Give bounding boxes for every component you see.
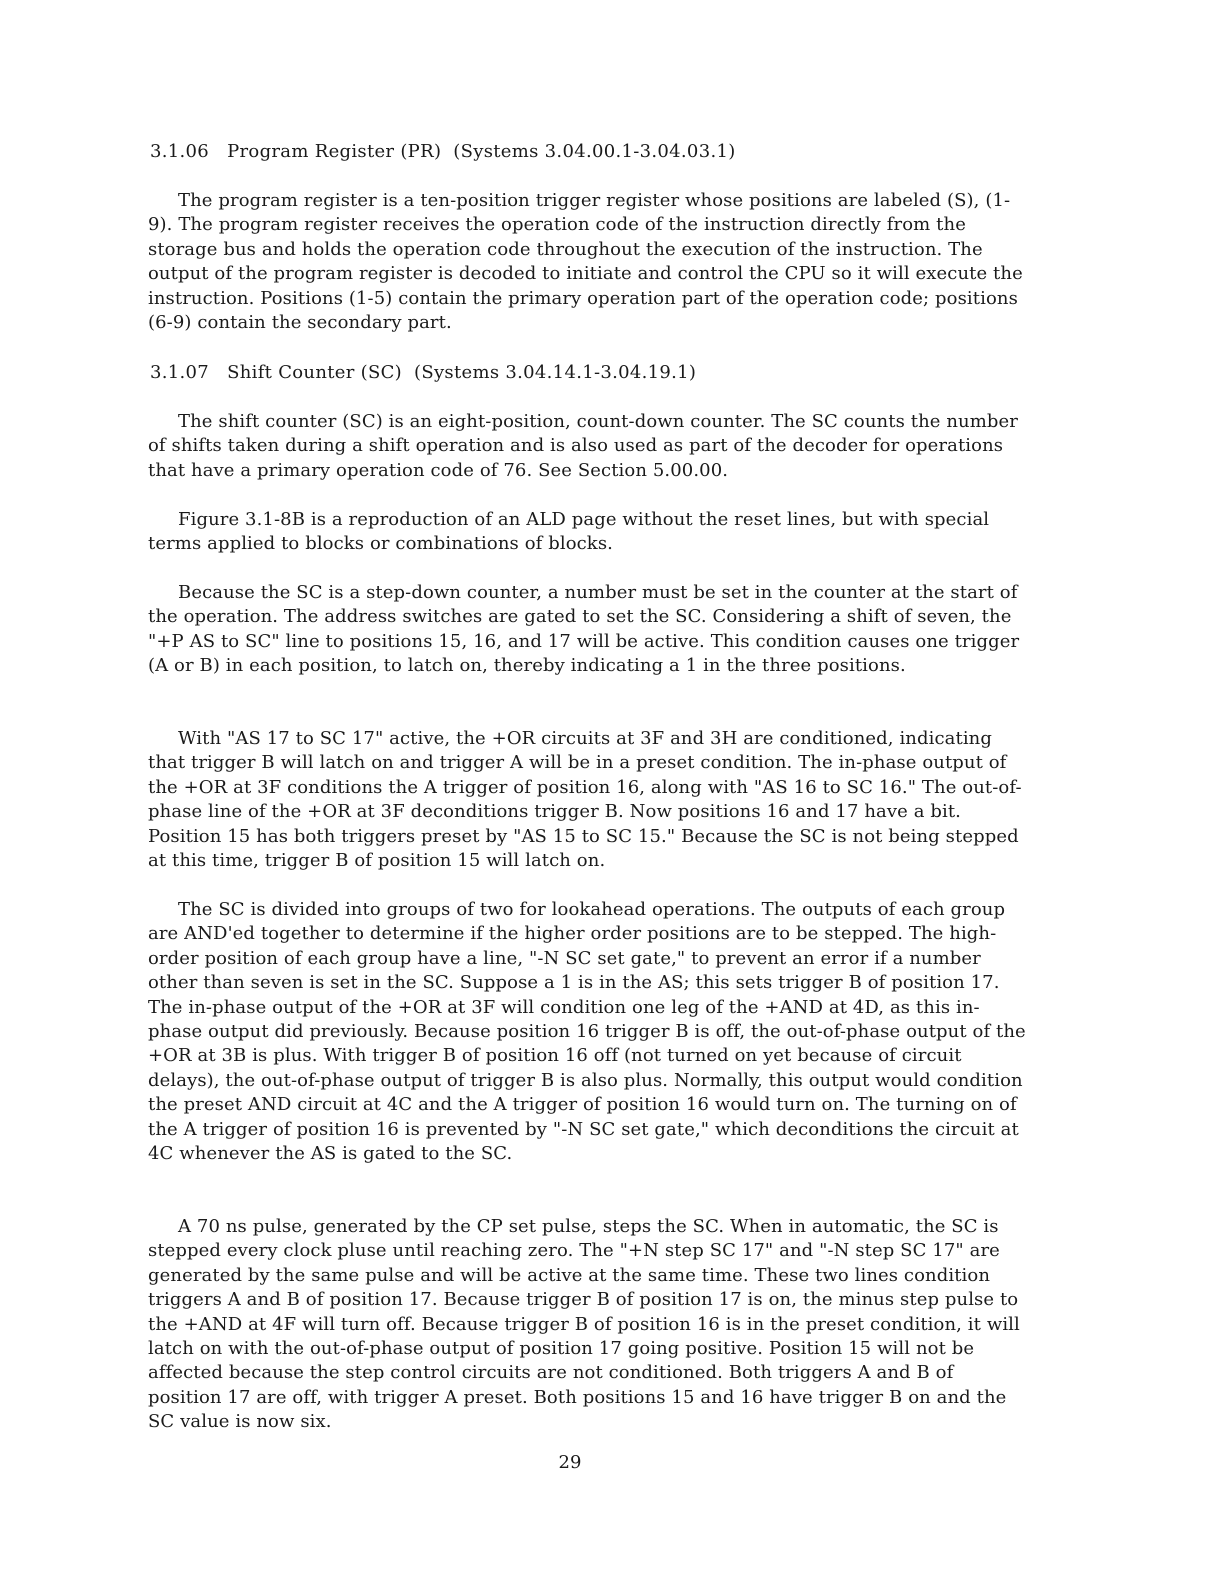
paragraph-figure-reference: Figure 3.1-8B is a reproduction of an ALD page without the reset lines, but with special terms applied to blocks or combinations of blocks. <box>148 509 990 555</box>
paragraph-step-down-counter: Because the SC is a step-down counter, a number must be set in the counter at the start of the operation. The address switches are gated to set the SC. Considering a shift of seven, the "+P AS to SC" line to positions 15, 16, and 17 will be active. This condition causes one trigger (A or B) in each position, to latch on, thereby indicating a 1 in the three positions. <box>148 582 1020 677</box>
section-heading-program-register: 3.1.06 Program Register (PR) (Systems 3.04.00.1-3.04.03.1) <box>150 141 736 162</box>
paragraph-lookahead-groups: The SC is divided into groups of two for lookahead operations. The outputs of each group are AND'ed together to determine if the higher order positions are to be stepped. The high-order position of each group have a line, "-N SC set gate," to prevent an error if a number other than seven is set in the SC. Suppose a 1 is in the AS; this sets trigger B of position 17. The in-phase output of the +OR at 3F will condition one leg of the +AND at 4D, as this in-phase output did previously. Because position 16 trigger B is off, the out-of-phase output of the +OR at 3B is plus. With trigger B of position 16 off (not turned on yet because of circuit delays), the out-of-phase output of trigger B is also plus. Normally, this output would condition the preset AND circuit at 4C and the A trigger of position 16 would turn on. The turning on of the A trigger of position 16 is prevented by "-N SC set gate," which deconditions the circuit at 4C whenever the AS is gated to the SC. <box>148 899 1026 1165</box>
paragraph-step-pulse: A 70 ns pulse, generated by the CP set pulse, steps the SC. When in automatic, the SC is stepped every clock pluse until reaching zero. The "+N step SC 17" and "-N step SC 17" are generated by the same pulse and will be active at the same time. These two lines condition triggers A and B of position 17. Because trigger B of position 17 is on, the minus step pulse to the +AND at 4F will turn off. Because trigger B of position 16 is in the preset condition, it will latch on with the out-of-phase output of position 17 going positive. Position 15 will not be affected because the step control circuits are not conditioned. Both triggers A and B of position 17 are off, with trigger A preset. Both positions 15 and 16 have trigger B on and the SC value is now six. <box>148 1216 1020 1433</box>
section-heading-shift-counter: 3.1.07 Shift Counter (SC) (Systems 3.04.14.1-3.04.19.1) <box>150 362 697 383</box>
paragraph-as17-active: With "AS 17 to SC 17" active, the +OR circuits at 3F and 3H are conditioned, indicating that trigger B will latch on and trigger A will be in a preset condition. The in-phase output of the +OR at 3F conditions the A trigger of position 16, along with "AS 16 to SC 16." The out-of-phase line of the +OR at 3F deconditions trigger B. Now positions 16 and 17 have a bit. Position 15 has both triggers preset by "AS 15 to SC 15." Because the SC is not being stepped at this time, trigger B of position 15 will latch on. <box>148 728 1022 872</box>
paragraph-shift-counter-intro: The shift counter (SC) is an eight-position, count-down counter. The SC counts the number of shifts taken during a shift operation and is also used as part of the decoder for operations that have a primary operation code of 76. See Section 5.00.00. <box>148 411 1018 481</box>
page-number: 29 <box>558 1452 582 1473</box>
paragraph-program-register: The program register is a ten-position trigger register whose positions are labeled (S), (1-9). The program register receives the operation code of the instruction directly from the storage bus and holds the operation code throughout the execution of the instruction. The output of the program register is decoded to initiate and control the CPU so it will execute the instruction. Positions (1-5) contain the primary operation part of the operation code; positions (6-9) contain the secondary part. <box>148 190 1023 334</box>
